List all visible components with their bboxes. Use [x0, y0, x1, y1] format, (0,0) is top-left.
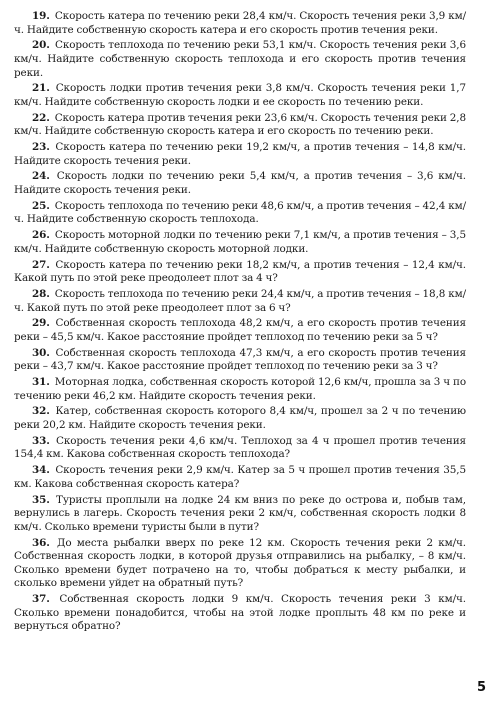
problem-number: 22.: [32, 111, 50, 124]
problem-text: До места рыбалки вверх по реке 12 км. Скорость течения реки 2 км/ч. Собственная скорость лодки, в которой друзья отправились на рыбалку, – 8 км/ч. Сколько времени будет потрачено на то, чтобы добраться к месту рыбалки, и сколько времени уйдет на обратный путь?: [14, 536, 467, 590]
problem-item: [14, 435, 466, 462]
problem-number: 33.: [32, 434, 50, 447]
problem-number: 27.: [32, 258, 50, 271]
problem-number: 34.: [32, 464, 50, 477]
problem-text: Скорость лодки по течению реки 5,4 км/ч, а против течения – 3,6 км/ч. Найдите скорость течения реки.: [14, 170, 466, 197]
problem-text: Скорость теплохода по течению реки 53,1 км/ч. Скорость течения реки 3,6 км/ч. Найдите собственную скорость теплохода и его скорость против течения реки.: [14, 39, 467, 79]
problem-item: [14, 229, 466, 256]
problem-item: [14, 537, 466, 591]
problem-number: 25.: [32, 199, 50, 212]
problem-text: Скорость катера по течению реки 18,2 км/ч, а против течения – 12,4 км/ч. Какой путь по этой реке преодолеет плот за 4 ч?: [14, 258, 466, 285]
problem-item: [14, 259, 466, 286]
problem-number: 19.: [32, 10, 50, 22]
problem-number: 29.: [32, 317, 50, 330]
problem-number: 32.: [32, 405, 50, 418]
problem-text: Скорость теплохода по течению реки 24,4 км/ч, а против течения – 18,8 км/ч. Какой путь по этой реке преодолеет плот за 6 ч?: [14, 287, 467, 314]
problem-number: 26.: [32, 229, 50, 242]
problem-item: [14, 347, 466, 374]
problem-item: [14, 593, 466, 634]
problem-text: Туристы проплыли на лодке 24 км вниз по реке до острова и, побыв там, вернулись в лагерь. Скорость течения реки 2 км/ч, собственная скорость лодки 8 км/ч. Сколько времени туристы были в пути?: [14, 493, 466, 533]
problem-text: Собственная скорость лодки 9 км/ч. Скорость течения реки 3 км/ч. Сколько времени понадобится, чтобы на этой лодке проплыть 48 км по реке и вернуться обратно?: [14, 593, 466, 633]
problem-text: Собственная скорость теплохода 48,2 км/ч, а его скорость против течения реки – 45,5 км/ч. Какое расстояние пройдет теплоход по течению реки за 5 ч?: [14, 317, 467, 343]
problem-text: Скорость катера по течению реки 28,4 км/ч. Скорость течения реки 3,9 км/ч. Найдите собственную скорость катера и его скорость против течения реки.: [14, 10, 466, 36]
problem-text: Скорость лодки против течения реки 3,8 км/ч. Скорость течения реки 1,7 км/ч. Найдите собственную скорость лодки и ее скорость по течению реки.: [14, 82, 466, 108]
problem-item: [14, 494, 466, 535]
problem-number: 31.: [32, 376, 50, 389]
problem-item: [14, 112, 466, 139]
problem-text: Собственная скорость теплохода 47,3 км/ч, а его скорость против течения реки – 43,7 км/ч. Какое расстояние пройдет теплоход по течению реки за 3 ч?: [14, 346, 467, 373]
problem-number: 35.: [32, 493, 50, 506]
problem-item: [14, 317, 466, 344]
problem-text: Скорость моторной лодки по течению реки 7,1 км/ч, а против течения – 3,5 км/ч. Найдите собственную скорость моторной лодки.: [14, 229, 467, 255]
problem-text: Скорость катера против течения реки 23,6 км/ч. Скорость течения реки 2,8 км/ч. Найдите собственную скорость катера и его скорость по течению реки.: [14, 111, 466, 138]
problem-item: [14, 10, 466, 37]
problem-list: [14, 10, 466, 636]
problem-item: [14, 170, 466, 197]
problem-number: 28.: [32, 287, 50, 300]
problem-text: Скорость течения реки 4,6 км/ч. Теплоход за 4 ч прошел против течения 154,4 км. Какова собственная скорость теплохода?: [14, 434, 466, 461]
problem-text: Скорость катера по течению реки 19,2 км/ч, а против течения – 14,8 км/ч. Найдите скорость течения реки.: [14, 141, 466, 167]
problem-item: [14, 200, 466, 227]
problem-item: [14, 376, 466, 403]
problem-number: 20.: [32, 39, 50, 52]
problem-number: 24.: [32, 170, 50, 183]
problem-number: 37.: [32, 593, 50, 606]
problem-item: [14, 82, 466, 109]
problem-item: [14, 405, 466, 432]
page-number: 5: [476, 680, 486, 695]
problem-item: [14, 39, 466, 80]
problem-number: 36.: [32, 536, 50, 549]
problem-number: 30.: [32, 346, 50, 359]
problem-item: [14, 141, 466, 168]
problem-text: Скорость теплохода по течению реки 48,6 км/ч, а против течения – 42,4 км/ч. Найдите собственную скорость теплохода.: [14, 199, 467, 226]
problem-text: Скорость течения реки 2,9 км/ч. Катер за 5 ч прошел против течения 35,5 км. Какова собственная скорость катера?: [14, 464, 466, 490]
problem-text: Моторная лодка, собственная скорость которой 12,6 км/ч, прошла за 3 ч по течению реки 46,2 км. Найдите скорость течения реки.: [14, 376, 466, 402]
problem-item: [14, 288, 466, 315]
problem-item: [14, 464, 466, 491]
problem-number: 21.: [32, 82, 50, 95]
problem-text: Катер, собственная скорость которого 8,4 км/ч, прошел за 2 ч по течению реки 20,2 км. Найдите скорость течения реки.: [14, 405, 466, 432]
problem-number: 23.: [32, 141, 50, 154]
